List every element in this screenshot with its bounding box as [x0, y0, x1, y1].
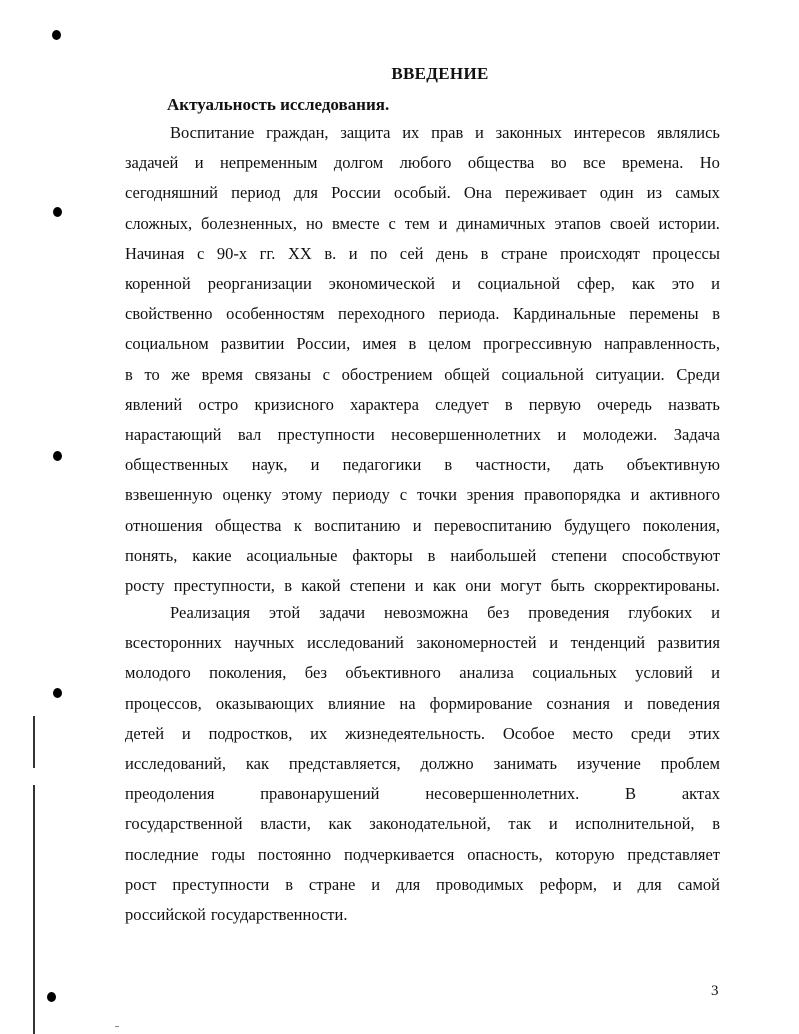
- word: степени: [349, 576, 406, 596]
- word: влияние: [327, 693, 386, 713]
- text-line: [125, 749, 720, 779]
- word: непременным: [219, 153, 318, 173]
- word: в: [504, 394, 513, 414]
- word: и: [414, 576, 424, 596]
- word: экономической: [328, 274, 435, 294]
- word: для: [637, 874, 662, 894]
- binding-hole-mark: [53, 207, 62, 217]
- text-line: [125, 480, 720, 510]
- word: развитии: [220, 334, 285, 354]
- word: то: [144, 364, 160, 384]
- word: тенденций: [570, 633, 646, 653]
- word: Начиная: [125, 243, 185, 263]
- word: в.: [324, 243, 337, 263]
- word: и: [630, 485, 640, 505]
- word: и: [548, 814, 558, 834]
- word: это: [671, 274, 695, 294]
- word: в: [444, 455, 453, 475]
- word: тем: [404, 213, 430, 233]
- word: и: [310, 455, 320, 475]
- word: реформ,: [539, 874, 597, 894]
- word: в: [427, 545, 436, 565]
- word: для: [293, 183, 318, 203]
- word: для: [395, 874, 421, 894]
- word: социальной: [477, 274, 561, 294]
- text-line: [125, 450, 720, 480]
- word: реорганизации: [207, 274, 312, 294]
- word: и: [711, 663, 720, 683]
- word: социальном: [125, 334, 209, 354]
- word: перемены: [629, 304, 699, 324]
- word: Среди: [676, 364, 720, 384]
- word: без: [304, 663, 328, 683]
- word: взвешенную: [125, 485, 213, 505]
- word: сложных,: [125, 213, 193, 233]
- word: представляется,: [288, 754, 401, 774]
- word: назвать: [668, 394, 720, 414]
- word: скорректированы.: [594, 576, 720, 596]
- word: исполнительной,: [575, 814, 695, 834]
- word: XX: [287, 243, 312, 263]
- word: сознания: [546, 693, 610, 713]
- word: связаны: [254, 364, 311, 384]
- word: преступности,: [173, 576, 275, 596]
- word: поколения,: [209, 663, 287, 683]
- text-line: [125, 360, 720, 390]
- word: задачей: [125, 153, 179, 173]
- word: стране: [500, 243, 548, 263]
- word: молодежи.: [582, 425, 658, 445]
- text-line: [125, 541, 720, 571]
- word: и: [348, 243, 358, 263]
- word: факторы: [352, 545, 413, 565]
- word: свойственно: [125, 304, 213, 324]
- word: и: [371, 874, 381, 894]
- word: день: [436, 243, 469, 263]
- word: объективного: [345, 663, 441, 683]
- word: молодого: [125, 663, 191, 683]
- word: их: [310, 723, 328, 743]
- word: актах: [681, 784, 720, 804]
- word: асоциальные: [246, 545, 338, 565]
- text-line: [125, 870, 720, 900]
- word: истории.: [658, 213, 720, 233]
- word: гг.: [259, 243, 276, 263]
- text-line: [125, 269, 720, 299]
- word: российской: [125, 905, 206, 925]
- word: ситуации.: [595, 364, 665, 384]
- word: динамичных: [456, 213, 546, 233]
- text-line: [125, 571, 720, 601]
- word: обострением: [341, 364, 433, 384]
- word: с: [196, 243, 205, 263]
- word: правопорядка: [524, 485, 621, 505]
- word: подростков,: [208, 723, 293, 743]
- word: понять,: [125, 545, 178, 565]
- binding-hole-mark: [53, 688, 62, 698]
- word: во: [550, 153, 567, 173]
- text-line: [125, 719, 720, 749]
- word: рост: [125, 874, 157, 894]
- word: стране: [308, 874, 356, 894]
- word: сегодняшний: [125, 183, 218, 203]
- word: точки: [416, 485, 457, 505]
- word: любого: [399, 153, 452, 173]
- word: проведения: [528, 603, 610, 622]
- word: преступности: [172, 874, 270, 894]
- word: в: [480, 243, 489, 263]
- word: самых: [675, 183, 720, 203]
- word: первую: [528, 394, 582, 414]
- section-heading: ВВЕДЕНИЕ: [391, 64, 489, 83]
- word: наибольшей: [450, 545, 537, 565]
- section-subheading: Актуальность исследования.: [167, 95, 390, 114]
- word: время: [201, 364, 243, 384]
- word: вместе: [331, 213, 380, 233]
- word: подчеркивается: [344, 844, 455, 864]
- word: место: [572, 723, 614, 743]
- text-line: [125, 840, 720, 870]
- word: защита: [340, 123, 391, 142]
- word: развития: [657, 633, 720, 653]
- word: из: [646, 183, 663, 203]
- word: следует: [435, 394, 489, 414]
- word: с: [322, 364, 330, 384]
- word: занимать: [493, 754, 558, 774]
- word: этих: [688, 723, 720, 743]
- word: глубоких: [628, 603, 693, 622]
- word: и: [412, 515, 422, 535]
- word: проблем: [660, 754, 720, 774]
- paragraph-1: [125, 118, 720, 601]
- word: быть: [550, 576, 585, 596]
- word: дать: [573, 455, 604, 475]
- word: процессов,: [125, 693, 202, 713]
- word: власти,: [260, 814, 311, 834]
- word: сей: [399, 243, 424, 263]
- word: общественных: [125, 455, 229, 475]
- word: в: [712, 814, 720, 834]
- word: направленность,: [603, 334, 720, 354]
- word: переходного: [338, 304, 426, 324]
- word: жизнедеятельность.: [345, 723, 486, 743]
- word: объективную: [626, 455, 720, 475]
- word: законных: [495, 123, 562, 142]
- word: их: [402, 123, 420, 142]
- text-line: [125, 900, 720, 930]
- word: Она: [463, 183, 492, 203]
- text-line: [125, 148, 720, 178]
- word: активного: [649, 485, 720, 505]
- word: периоду: [332, 485, 390, 505]
- word: социальной: [501, 364, 584, 384]
- word: как: [432, 576, 456, 596]
- word: этапов: [554, 213, 601, 233]
- word: общества: [467, 153, 535, 173]
- word: самой: [677, 874, 720, 894]
- text-line: [125, 689, 720, 719]
- word: так: [508, 814, 532, 834]
- word: государственной: [125, 814, 243, 834]
- word: оценку: [222, 485, 272, 505]
- word: долгом: [333, 153, 384, 173]
- word: опасность,: [467, 844, 543, 864]
- word: этому: [281, 485, 323, 505]
- word: кризисного: [254, 394, 334, 414]
- word: один: [599, 183, 634, 203]
- word: периода.: [438, 304, 500, 324]
- word: по: [370, 243, 388, 263]
- word: в: [285, 874, 294, 894]
- word: всесторонних: [125, 633, 222, 653]
- word: Но: [699, 153, 720, 173]
- text-line: [125, 209, 720, 239]
- word: педагогики: [342, 455, 422, 475]
- word: как: [245, 754, 269, 774]
- word: особый.: [394, 183, 451, 203]
- word: поведения: [647, 693, 720, 713]
- text-line: [125, 598, 720, 628]
- word: и: [557, 425, 567, 445]
- word: последние: [125, 844, 199, 864]
- text-line: [125, 118, 720, 148]
- word: должно: [420, 754, 474, 774]
- word: и: [711, 603, 720, 622]
- word: какие: [192, 545, 232, 565]
- word: своей: [609, 213, 650, 233]
- word: 90-х: [216, 243, 248, 263]
- word: какой: [301, 576, 341, 596]
- text-line: [125, 511, 720, 541]
- word: особенностям: [226, 304, 325, 324]
- word: среди: [630, 723, 671, 743]
- word: Кардинальные: [513, 304, 616, 324]
- word: невозможна: [384, 603, 469, 622]
- word: в: [712, 304, 720, 324]
- word: условий: [635, 663, 693, 683]
- text-line: [125, 658, 720, 688]
- word: прав: [431, 123, 464, 142]
- word: Особое: [502, 723, 555, 743]
- word: несовершеннолетних: [391, 425, 541, 445]
- word: общества: [214, 515, 282, 535]
- text-line: [125, 239, 720, 269]
- scan-artifact: [115, 1026, 119, 1027]
- word: к: [293, 515, 302, 535]
- word: Задача: [673, 425, 720, 445]
- text-line: [125, 420, 720, 450]
- scan-edge-line: [33, 785, 35, 1034]
- word: представляет: [627, 844, 720, 864]
- word: происходят: [559, 243, 640, 263]
- word: Реализация: [170, 603, 251, 622]
- word: оказывающих: [215, 693, 314, 713]
- word: формирование: [429, 693, 533, 713]
- scan-edge-line: [33, 716, 35, 768]
- word: исследований,: [125, 754, 226, 774]
- word: и: [612, 874, 622, 894]
- word: коренной: [125, 274, 191, 294]
- binding-hole-mark: [53, 451, 62, 461]
- word: и: [194, 153, 204, 173]
- text-line: [125, 178, 720, 208]
- word: в: [408, 334, 417, 354]
- word: росту: [125, 576, 165, 596]
- word: прогрессивную: [483, 334, 592, 354]
- word: способствуют: [621, 545, 720, 565]
- word: России,: [296, 334, 351, 354]
- word: и: [181, 723, 191, 743]
- word: очередь: [597, 394, 652, 414]
- word: исследований: [306, 633, 404, 653]
- word: которую: [555, 844, 615, 864]
- word: степени: [551, 545, 607, 565]
- paragraph-2: [125, 598, 720, 930]
- word: имея: [362, 334, 397, 354]
- text-line: [125, 390, 720, 420]
- word: болезненных,: [201, 213, 298, 233]
- word: и: [438, 213, 448, 233]
- word: с: [399, 485, 408, 505]
- word: В: [625, 784, 637, 804]
- word: России: [331, 183, 381, 203]
- word: отношения: [125, 515, 203, 535]
- word: этой: [269, 603, 301, 622]
- word: годы: [211, 844, 246, 864]
- word: переживает: [505, 183, 587, 203]
- word: научных: [234, 633, 295, 653]
- word: с: [388, 213, 396, 233]
- word: же: [171, 364, 190, 384]
- word: процессы: [652, 243, 720, 263]
- word: являлись: [657, 123, 720, 142]
- word: правонарушений: [260, 784, 380, 804]
- word: сфер,: [576, 274, 615, 294]
- word: поколения,: [642, 515, 720, 535]
- word: задачи: [319, 603, 366, 622]
- word: как: [631, 274, 655, 294]
- binding-hole-mark: [47, 992, 56, 1002]
- text-line: [125, 628, 720, 658]
- word: государственности.: [210, 905, 348, 925]
- word: в: [125, 364, 133, 384]
- text-line: [125, 779, 720, 809]
- word: закономерностей: [416, 633, 537, 653]
- word: и: [549, 633, 559, 653]
- word: постоянно: [257, 844, 332, 864]
- word: как: [328, 814, 352, 834]
- word: несовершеннолетних.: [425, 784, 580, 804]
- word: явлений: [125, 394, 183, 414]
- word: зрения: [466, 485, 515, 505]
- word: законодательной,: [369, 814, 491, 834]
- word: изучение: [576, 754, 641, 774]
- word: проводимых: [436, 874, 524, 894]
- text-line: [125, 299, 720, 329]
- binding-hole-mark: [52, 30, 61, 40]
- word: и: [711, 274, 720, 294]
- word: целом: [428, 334, 472, 354]
- word: в: [284, 576, 292, 596]
- word: и: [624, 693, 633, 713]
- word: они: [465, 576, 492, 596]
- word: период: [231, 183, 281, 203]
- word: характера: [350, 394, 419, 414]
- text-line: [125, 809, 720, 839]
- text-line: [125, 329, 720, 359]
- word: Воспитание: [170, 123, 255, 142]
- word: на: [399, 693, 416, 713]
- word: воспитанию: [314, 515, 401, 535]
- word: нарастающий: [125, 425, 222, 445]
- word: детей: [125, 723, 165, 743]
- word: без: [487, 603, 510, 622]
- word: преодоления: [125, 784, 215, 804]
- word: но: [305, 213, 324, 233]
- word: могут: [500, 576, 542, 596]
- word: будущего: [564, 515, 631, 535]
- word: времена.: [621, 153, 684, 173]
- word: наук,: [251, 455, 288, 475]
- word: вал: [237, 425, 262, 445]
- word: перевоспитанию: [433, 515, 552, 535]
- word: анализа: [459, 663, 514, 683]
- word: остро: [198, 394, 239, 414]
- page-number: 3: [711, 983, 719, 999]
- word: социальных: [532, 663, 617, 683]
- word: интересов: [573, 123, 646, 142]
- word: и: [475, 123, 484, 142]
- word: частности,: [475, 455, 551, 475]
- word: преступности: [277, 425, 375, 445]
- word: все: [583, 153, 606, 173]
- word: и: [451, 274, 461, 294]
- word: граждан,: [266, 123, 329, 142]
- word: общей: [444, 364, 490, 384]
